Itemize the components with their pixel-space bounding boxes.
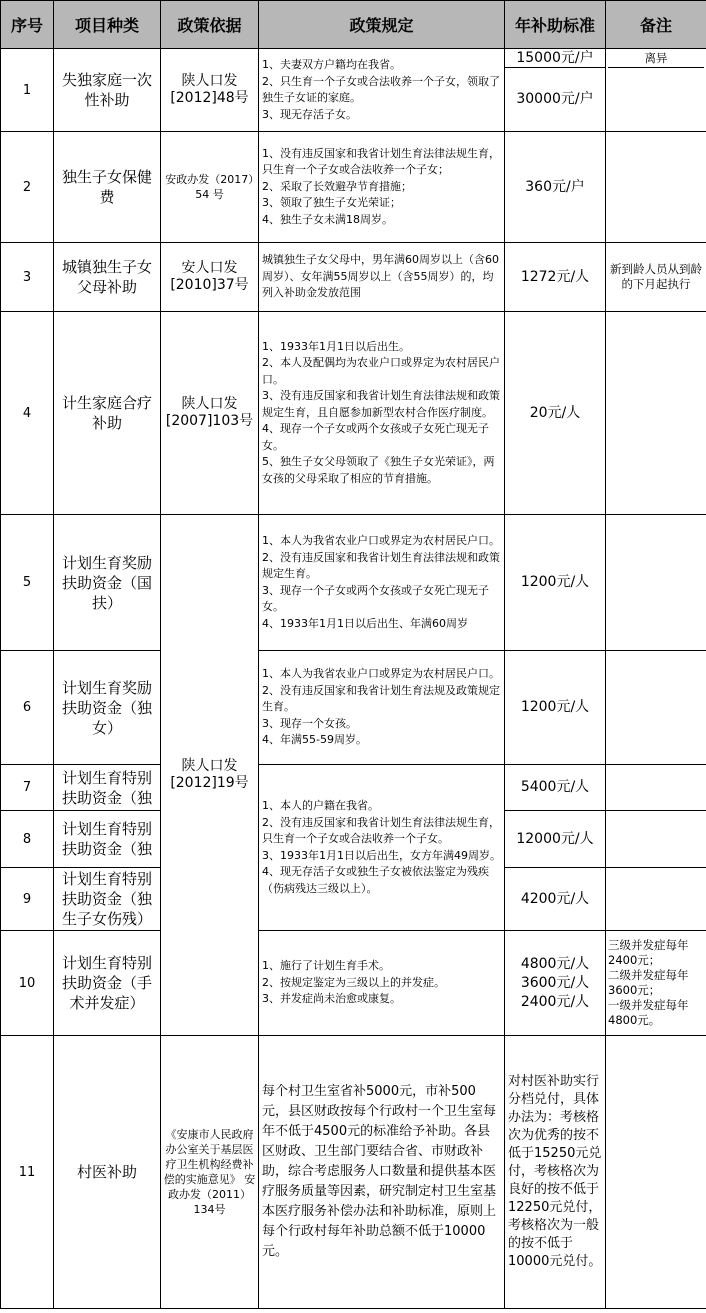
table-row [1,132,706,243]
row-basis: 安政办发（2017）54 号 [161,132,259,243]
type-text: 计划生育特别扶助资金（独 [61,820,152,858]
row-note [606,765,706,811]
header-std: 年补助标准 [505,1,606,49]
shared-basis [161,515,259,1036]
row-type: 计划生育特别扶助资金（独生子女伤残） [54,868,161,931]
rule-line: 3、现无存活子女。 [262,107,357,121]
rule-line: 3、现存一个女孩。 [262,716,357,730]
row-note [606,132,706,243]
row-std [505,931,606,1036]
row-std: 12000元/人 [505,811,606,868]
table-row [1,765,706,811]
std-line: 4800元/人 [520,955,590,972]
row-no: 1 [1,49,54,132]
rule-line: 3、1933年1月1日以后出生，女方年满49周岁。 [262,848,501,862]
row-no: 11 [1,1036,54,1309]
row-basis: 《安康市人民政府办公室关于基层医疗卫生机构经费补偿的实施意见》 安政办发（2011）134号 [161,1036,259,1309]
row-rule [259,312,505,515]
row-rule [259,651,505,765]
basis-line: 陕人口发 [181,396,238,412]
std-divorced: 15000元/户 [505,49,605,68]
row-note [606,651,706,765]
row-type: 计划生育奖励扶助资金（国扶） [54,515,161,651]
row-note [606,515,706,651]
row-no: 4 [1,312,54,515]
row-std: 1200元/人 [505,515,606,651]
note-line: 一级并发症每年4800元。 [608,998,689,1027]
row-std: 1272元/人 [505,243,606,312]
row-no: 3 [1,243,54,312]
row-no: 9 [1,868,54,931]
type-text: 计划生育特别扶助资金（独 [61,768,152,807]
row-note [606,312,706,515]
rule-line: 3、领取了独生子女光荣证； [262,196,401,210]
row-type [54,765,161,811]
row-basis [161,243,259,312]
row-type: 计划生育奖励扶助资金（独女） [54,651,161,765]
rule-line: 4、1933年1月1日以后出生、年满60周岁 [262,616,468,630]
rule-line: 4、现存一个子女或两个女孩或子女死亡现无子女。 [262,422,489,452]
rule-line: 2、没有违反国家和我省计划生育法规及政策规定生育。 [262,683,500,714]
rule-line: 4、年满55-59周岁。 [262,733,367,747]
row-std: 5400元/人 [505,765,606,811]
table-row [1,1036,706,1309]
basis-line: [2007]103号 [165,413,254,429]
row-note [606,811,706,868]
row-no: 8 [1,811,54,868]
row-type: 独生子女保健费 [54,132,161,243]
header-row [1,1,706,49]
basis-line: [2012]19号 [170,775,249,791]
header-note: 备注 [606,1,706,49]
row-type: 城镇独生子女父母补助 [54,243,161,312]
note-value [608,68,704,131]
table-row [1,49,706,132]
basis-line: [2010]37号 [170,277,249,293]
row-type: 计划生育特别扶助资金（手术并发症） [54,931,161,1036]
rule-line: 5、独生子女父母领取了《独生子女光荣证》，两女孩的父母采取了相应的节育措施。 [262,455,495,485]
row-rule: 每个村卫生室省补5000元，市补500元，县区财政按每个行政村一个卫生室每年不低于4500元的标准给予补助。各县区财政、卫生部门要结合省、市财政补助，综合考虑服务人口数量和提供基本医疗服务质量等因素，研究制定村卫生室基本医疗服务补偿办法和补助标准，原则上每个行政村每年补助总额不低于10000元。 [259,1036,505,1309]
row-rule [259,931,505,1036]
rule-line: 1、本人的户籍在我省。 [262,799,379,812]
row-no: 5 [1,515,54,651]
row-rule [259,49,505,132]
header-type: 项目种类 [54,1,161,49]
header-basis: 政策依据 [161,1,259,49]
row-no: 6 [1,651,54,765]
rule-line: 2、本人及配偶均为农业户口或界定为农村居民户口。 [262,356,500,386]
rule-line: 1、夫妻双方户籍均在我省。 [262,58,401,71]
rule-line: 1、没有违反国家和我省计划生育法律法规生育，只生育一个子女或合法收养一个子女； [262,146,500,177]
basis-line: 安人口发 [181,260,238,276]
rule-line: 3、现存一个子女或两个女孩或子女死亡现无子女。 [262,583,489,613]
row-type: 失独家庭一次性补助 [54,49,161,132]
rule-line: 1、1933年1月1日以后出生。 [262,339,410,353]
row-basis [161,312,259,515]
rule-line: 2、按规定鉴定为三级以上的并发症。 [262,975,445,989]
row-no: 7 [1,765,54,811]
shared-rule [259,765,505,931]
row-type: 村医补助 [54,1036,161,1309]
row-no: 2 [1,132,54,243]
row-std: 1200元/人 [505,651,606,765]
table-row [1,312,706,515]
std-line: 2400元/人 [520,993,590,1010]
rule-line: 3、没有违反国家和我省计划生育法律法规和政策规定生育，且自愿参加新型农村合作医疗制度。 [262,389,500,419]
table-row [1,651,706,765]
row-note [606,1036,706,1309]
header-no: 序号 [1,1,54,49]
table-row [1,515,706,651]
note-divorced: 离异 [608,49,704,68]
row-std: 对村医补助实行分档兑付，具体办法为：考核格次为优秀的按不低于15250元兑付，考核格次为良好的按不低于12250元兑付，考核格次为一般的按不低于10000元兑付。 [505,1036,606,1309]
row-std: 4200元/人 [505,868,606,931]
row-rule: 城镇独生子女父母中，男年满60周岁以上（含60周岁）、女年满55周岁以上（含55周岁）的，均列入补助金发放范围 [259,243,505,312]
row-note [606,868,706,931]
rule-line: 2、没有违反国家和我省计划生育法律法规生育，只生育一个子女或合法收养一个子女。 [262,815,500,845]
rule-line: 1、本人为我省农业户口或界定为农村居民户口。 [262,534,500,547]
row-note [606,931,706,1036]
rule-line: 4、独生子女未满18周岁。 [262,212,393,226]
row-rule [259,132,505,243]
header-rule: 政策规定 [259,1,505,49]
row-type: 计生家庭合疗补助 [54,312,161,515]
row-no: 10 [1,931,54,1036]
rule-line: 3、并发症尚未治愈或康复。 [262,992,401,1006]
note-line: 三级并发症每年2400元； [608,938,689,967]
std-line: 3600元/人 [520,974,590,991]
table-row [1,243,706,312]
row-note: 新到龄人员从到龄的下月起执行 [606,243,706,312]
row-std [505,49,606,132]
rule-line: 1、施行了计划生育手术。 [262,959,390,973]
basis-line: [2012]48号 [170,90,249,106]
row-note [606,49,706,132]
rule-line: 4、现无存活子女或独生子女被依法鉴定为残疾（伤病残达三级以上）。 [262,865,489,895]
row-rule [259,515,505,651]
rule-line: 1、本人为我省农业户口或界定为农村居民户口。 [262,667,500,681]
rule-line: 2、没有违反国家和我省计划生育法律法规和政策规定生育。 [262,550,500,580]
basis-line: 陕人口发 [181,758,238,774]
basis-line: 陕人口发 [181,73,238,89]
note-line: 二级并发症每年3600元； [608,968,689,997]
rule-line: 2、采取了长效避孕节育措施； [262,179,412,193]
row-std: 360元/户 [505,132,606,243]
rule-line: 2、只生育一个子女或合法收养一个子女，领取了独生子女证的家庭。 [262,74,500,104]
table-row [1,931,706,1036]
row-type [54,811,161,868]
row-std: 20元/人 [505,312,606,515]
row-basis [161,49,259,132]
std-value: 30000元/户 [516,91,594,107]
